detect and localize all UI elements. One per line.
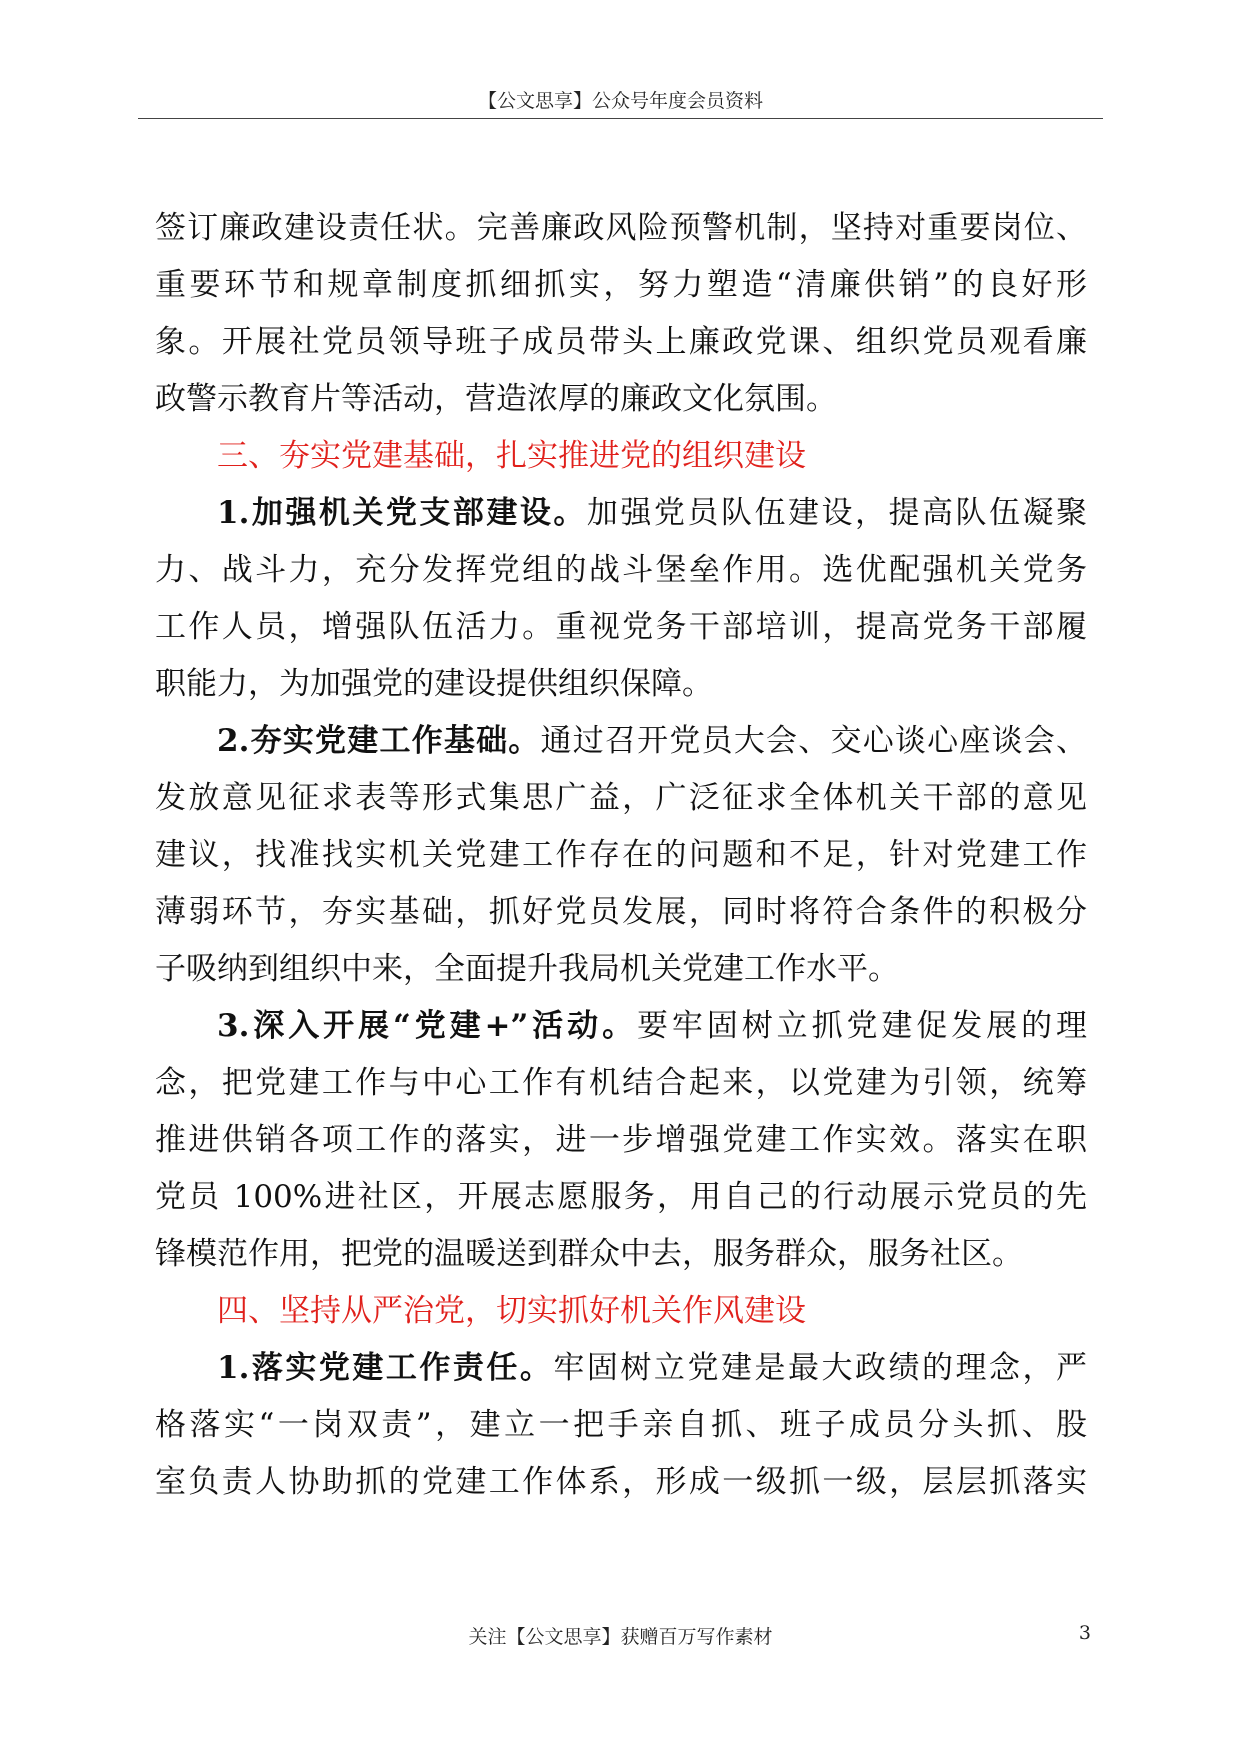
item-text: 加强党员队伍建设，提高队伍凝聚	[586, 495, 1087, 531]
item-title: 1.落实党建工作责任。	[217, 1350, 554, 1386]
text-line: 象。开展社党员领导班子成员带头上廉政党课、组织党员观看廉	[155, 324, 1087, 360]
text-line: 政警示教育片等活动，营造浓厚的廉政文化氛围。	[155, 381, 837, 417]
text-line: 薄弱环节，夯实基础，抓好党员发展，同时将符合条件的积极分	[155, 894, 1087, 930]
text-line: 念，把党建工作与中心工作有机结合起来，以党建为引领，统筹	[155, 1065, 1087, 1101]
item-text: 要牢固树立抓党建促发展的理	[637, 1008, 1087, 1044]
text-line	[155, 998, 1087, 1055]
section-heading-4: 四、坚持从严治党，切实抓好机关作风建设	[217, 1293, 806, 1329]
text-line	[155, 485, 1087, 542]
page-header: 【公文思享】公众号年度会员资料	[477, 90, 763, 112]
item-title: 2.夯实党建工作基础。	[217, 723, 541, 759]
text-line: 室负责人协助抓的党建工作体系，形成一级抓一级，层层抓落实	[155, 1464, 1087, 1500]
paragraph	[155, 200, 1087, 428]
item-text: 通过召开党员大会、交心谈心座谈会、	[540, 723, 1087, 759]
item-title: 3.深入开展“党建+”活动。	[217, 1008, 637, 1044]
text-line	[155, 1340, 1087, 1397]
text-line: 推进供销各项工作的落实，进一步增强党建工作实效。落实在职	[155, 1122, 1087, 1158]
text-line: 签订廉政建设责任状。完善廉政风险预警机制，坚持对重要岗位、	[155, 210, 1087, 246]
text-line: 子吸纳到组织中来，全面提升我局机关党建工作水平。	[155, 951, 899, 987]
page-number: 3	[1078, 1622, 1091, 1644]
paragraph-item-4	[155, 1340, 1087, 1511]
text-line: 职能力，为加强党的建设提供组织保障。	[155, 666, 713, 702]
paragraph-item-1	[155, 485, 1087, 713]
text-line: 发放意见征求表等形式集思广益，广泛征求全体机关干部的意见	[155, 780, 1087, 816]
text-line: 锋模范作用，把党的温暖送到群众中去，服务群众，服务社区。	[155, 1236, 1023, 1272]
text-line: 格落实“一岗双责”，建立一把手亲自抓、班子成员分头抓、股	[155, 1407, 1087, 1443]
item-text: 牢固树立党建是最大政绩的理念，严	[553, 1350, 1087, 1386]
item-title: 1.加强机关党支部建设。	[217, 495, 587, 531]
paragraph-item-3	[155, 998, 1087, 1283]
text-line: 工作人员，增强队伍活力。重视党务干部培训，提高党务干部履	[155, 609, 1087, 645]
paragraph-item-2	[155, 713, 1087, 998]
text-line: 力、战斗力，充分发挥党组的战斗堡垒作用。选优配强机关党务	[155, 552, 1087, 588]
text-line: 党员 100%进社区，开展志愿服务，用自己的行动展示党员的先	[155, 1179, 1087, 1215]
section-heading-3: 三、夯实党建基础，扎实推进党的组织建设	[217, 438, 806, 474]
text-line: 重要环节和规章制度抓细抓实，努力塑造“清廉供销”的良好形	[155, 267, 1087, 303]
document-body	[155, 200, 1087, 1511]
text-line: 建议，找准找实机关党建工作存在的问题和不足，针对党建工作	[155, 837, 1087, 873]
page-footer: 关注【公文思享】获赠百万写作素材	[468, 1626, 773, 1648]
header-rule	[138, 118, 1103, 119]
text-line	[155, 713, 1087, 770]
